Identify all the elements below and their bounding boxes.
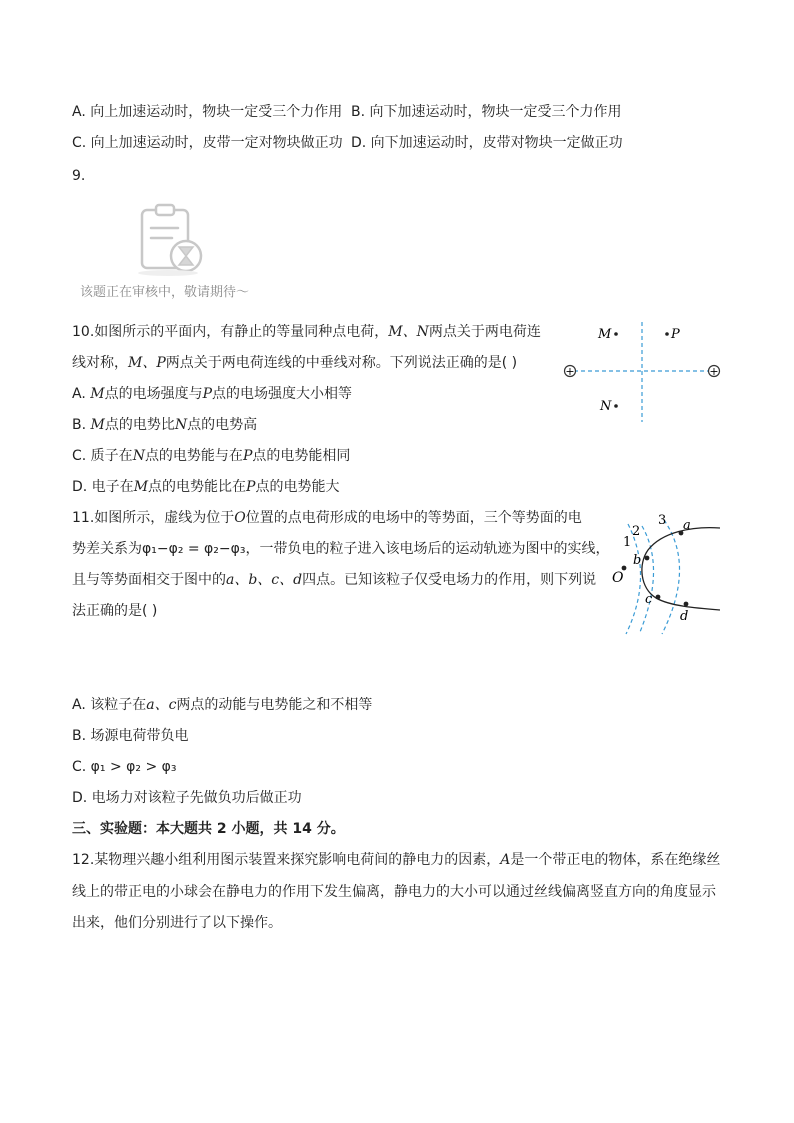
- q10-option-b: B. M点的电势比N点的电势高: [72, 417, 258, 433]
- q12-stem-line1: 12.某物理兴趣小组利用图示装置来探究影响电荷间的静电力的因素，A是一个带正电的物体，系在绝缘丝: [72, 852, 721, 868]
- equipotential-label-1: 1: [623, 535, 632, 550]
- point-c-dot: [656, 595, 661, 600]
- point-m-dot: [614, 332, 618, 336]
- q12-stem-line3: 出来，他们分别进行了以下操作。: [72, 915, 282, 931]
- point-c-label: c: [645, 592, 653, 607]
- q8-option-a: A. 向上加速运动时，物块一定受三个力作用: [72, 104, 343, 120]
- q11-stem-line1: 11.如图所示，虚线为位于O位置的点电荷形成的电场中的等势面，三个等势面的电: [72, 510, 582, 526]
- point-n-dot: [614, 404, 618, 408]
- point-m-label: M: [598, 327, 612, 342]
- q11-option-a: A. 该粒子在a、c两点的动能与电势能之和不相等: [72, 697, 373, 713]
- left-charge: [565, 365, 576, 378]
- point-b-label: b: [633, 553, 642, 568]
- equipotential-2: [640, 526, 654, 632]
- clipboard-hourglass-icon: [132, 200, 212, 278]
- svg-text:+: +: [565, 365, 575, 378]
- q10-option-a: A. M点的电场强度与P点的电场强度大小相等: [72, 386, 352, 402]
- q8-option-c: C. 向上加速运动时，皮带一定对物块做正功: [72, 135, 343, 151]
- q10-figure: [560, 318, 730, 424]
- q10-stem-line1: 10.如图所示的平面内，有静止的等量同种点电荷，M、N两点关于两电荷连: [72, 324, 541, 340]
- point-p-label: P: [671, 327, 680, 342]
- q8-option-d: D. 向下加速运动时，皮带对物块一定做正功: [351, 135, 623, 151]
- q12-stem-line2: 线上的带正电的小球会在静电力的作用下发生偏离，静电力的大小可以通过丝线偏离竖直方向的角度显示: [72, 884, 716, 900]
- equipotential-label-2: 2: [632, 524, 641, 539]
- q11-stem-line2: 势差关系为φ₁−φ₂ = φ₂−φ₃，一带负电的粒子进入该电场后的运动轨迹为图中的实线，: [72, 541, 610, 557]
- point-n-label: N: [600, 399, 612, 414]
- q10-stem-line2: 线对称，M、P两点关于两电荷连线的中垂线对称。下列说法正确的是( ): [72, 355, 518, 371]
- q11-figure: [600, 506, 724, 638]
- q11-option-b: B. 场源电荷带负电: [72, 728, 189, 744]
- equipotential-label-3: 3: [658, 513, 667, 528]
- section-title: 三、实验题：本大题共 2 小题，共 14 分。: [72, 821, 345, 837]
- point-p-dot: [665, 332, 669, 336]
- q8-option-b: B. 向下加速运动时，物块一定受三个力作用: [351, 104, 622, 120]
- q10-option-d: D. 电子在M点的电势能比在P点的电势能大: [72, 479, 340, 495]
- point-d-label: d: [680, 609, 689, 624]
- point-o-label: O: [612, 570, 624, 586]
- q11-stem-line3: 且与等势面相交于图中的a、b、c、d四点。已知该粒子仅受电场力的作用，则下列说: [72, 572, 597, 588]
- svg-text:+: +: [709, 365, 719, 378]
- point-b-dot: [645, 556, 650, 561]
- q11-option-c: C. φ₁ > φ₂ > φ₃: [72, 759, 177, 775]
- right-charge: [709, 365, 720, 378]
- q10-option-c: C. 质子在N点的电势能与在P点的电势能相同: [72, 448, 351, 464]
- q9-number: 9.: [72, 168, 86, 184]
- q11-stem-line4: 法正确的是( ): [72, 603, 158, 619]
- q9-pending-notice: 该题正在审核中，敬请期待～: [80, 285, 250, 300]
- q11-option-d: D. 电场力对该粒子先做负功后做正功: [72, 790, 302, 806]
- point-a-label: a: [683, 518, 691, 533]
- point-d-dot: [684, 602, 689, 607]
